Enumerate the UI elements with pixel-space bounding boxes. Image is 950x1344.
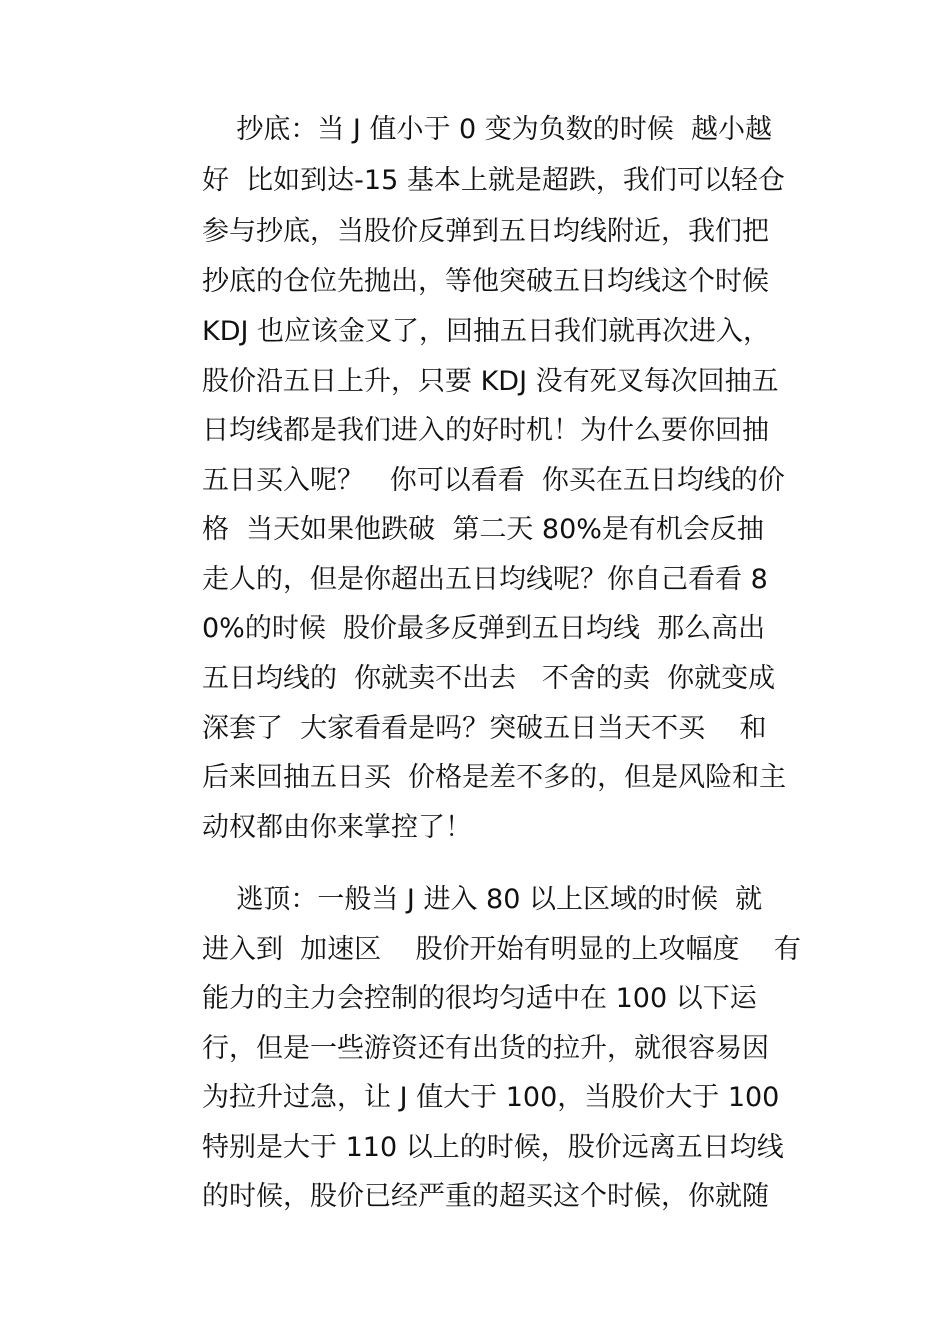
text-line: 好 比如到达-15 基本上就是超跌，我们可以轻仓: [202, 165, 785, 196]
text-line: 日均线都是我们进入的好时机！为什么要你回抽: [202, 415, 769, 446]
text-line: 动权都由你来掌控了！: [202, 812, 472, 843]
text-line: 走人的，但是你超出五日均线呢？你自己看看 8: [202, 564, 768, 595]
text-line: 进入到 加速区 股价开始有明显的上攻幅度 有: [202, 934, 801, 965]
text-line: 五日买入呢？ 你可以看看 你买在五日均线的价: [202, 465, 785, 496]
text-line: 为拉升过急，让 J 值大于 100，当股价大于 100: [202, 1082, 780, 1113]
text-line: KDJ 也应该金叉了，回抽五日我们就再次进入，: [202, 316, 771, 347]
text-line: 格 当天如果他跌破 第二天 80%是有机会反抽: [202, 514, 764, 545]
text-line: 的时候，股价已经严重的超买这个时候，你就随: [202, 1181, 769, 1212]
text-line: 抄底的仓位先抛出，等他突破五日均线这个时候: [202, 266, 769, 297]
text-line: 股价沿五日上升，只要 KDJ 没有死叉每次回抽五: [202, 366, 779, 397]
text-line: 特别是大于 110 以上的时候，股价远离五日均线: [202, 1132, 784, 1163]
text-line: 五日均线的 你就卖不出去 不舍的卖 你就变成: [202, 663, 776, 694]
text-line: 深套了 大家看看是吗？突破五日当天不买 和: [202, 713, 767, 744]
text-line: 0%的时候 股价最多反弹到五日均线 那么高出: [202, 613, 766, 644]
text-line: 抄底：当 J 值小于 0 变为负数的时候 越小越: [202, 114, 772, 145]
text-line: 逃顶：一般当 J 进入 80 以上区域的时候 就: [202, 884, 763, 915]
text-line: 行，但是一些游资还有出货的拉升，就很容易因: [202, 1033, 769, 1064]
text-line: 参与抄底，当股价反弹到五日均线附近，我们把: [202, 216, 769, 247]
text-line: 后来回抽五日买 价格是差不多的，但是风险和主: [202, 762, 787, 793]
text-line: 能力的主力会控制的很均匀适中在 100 以下运: [202, 983, 757, 1014]
